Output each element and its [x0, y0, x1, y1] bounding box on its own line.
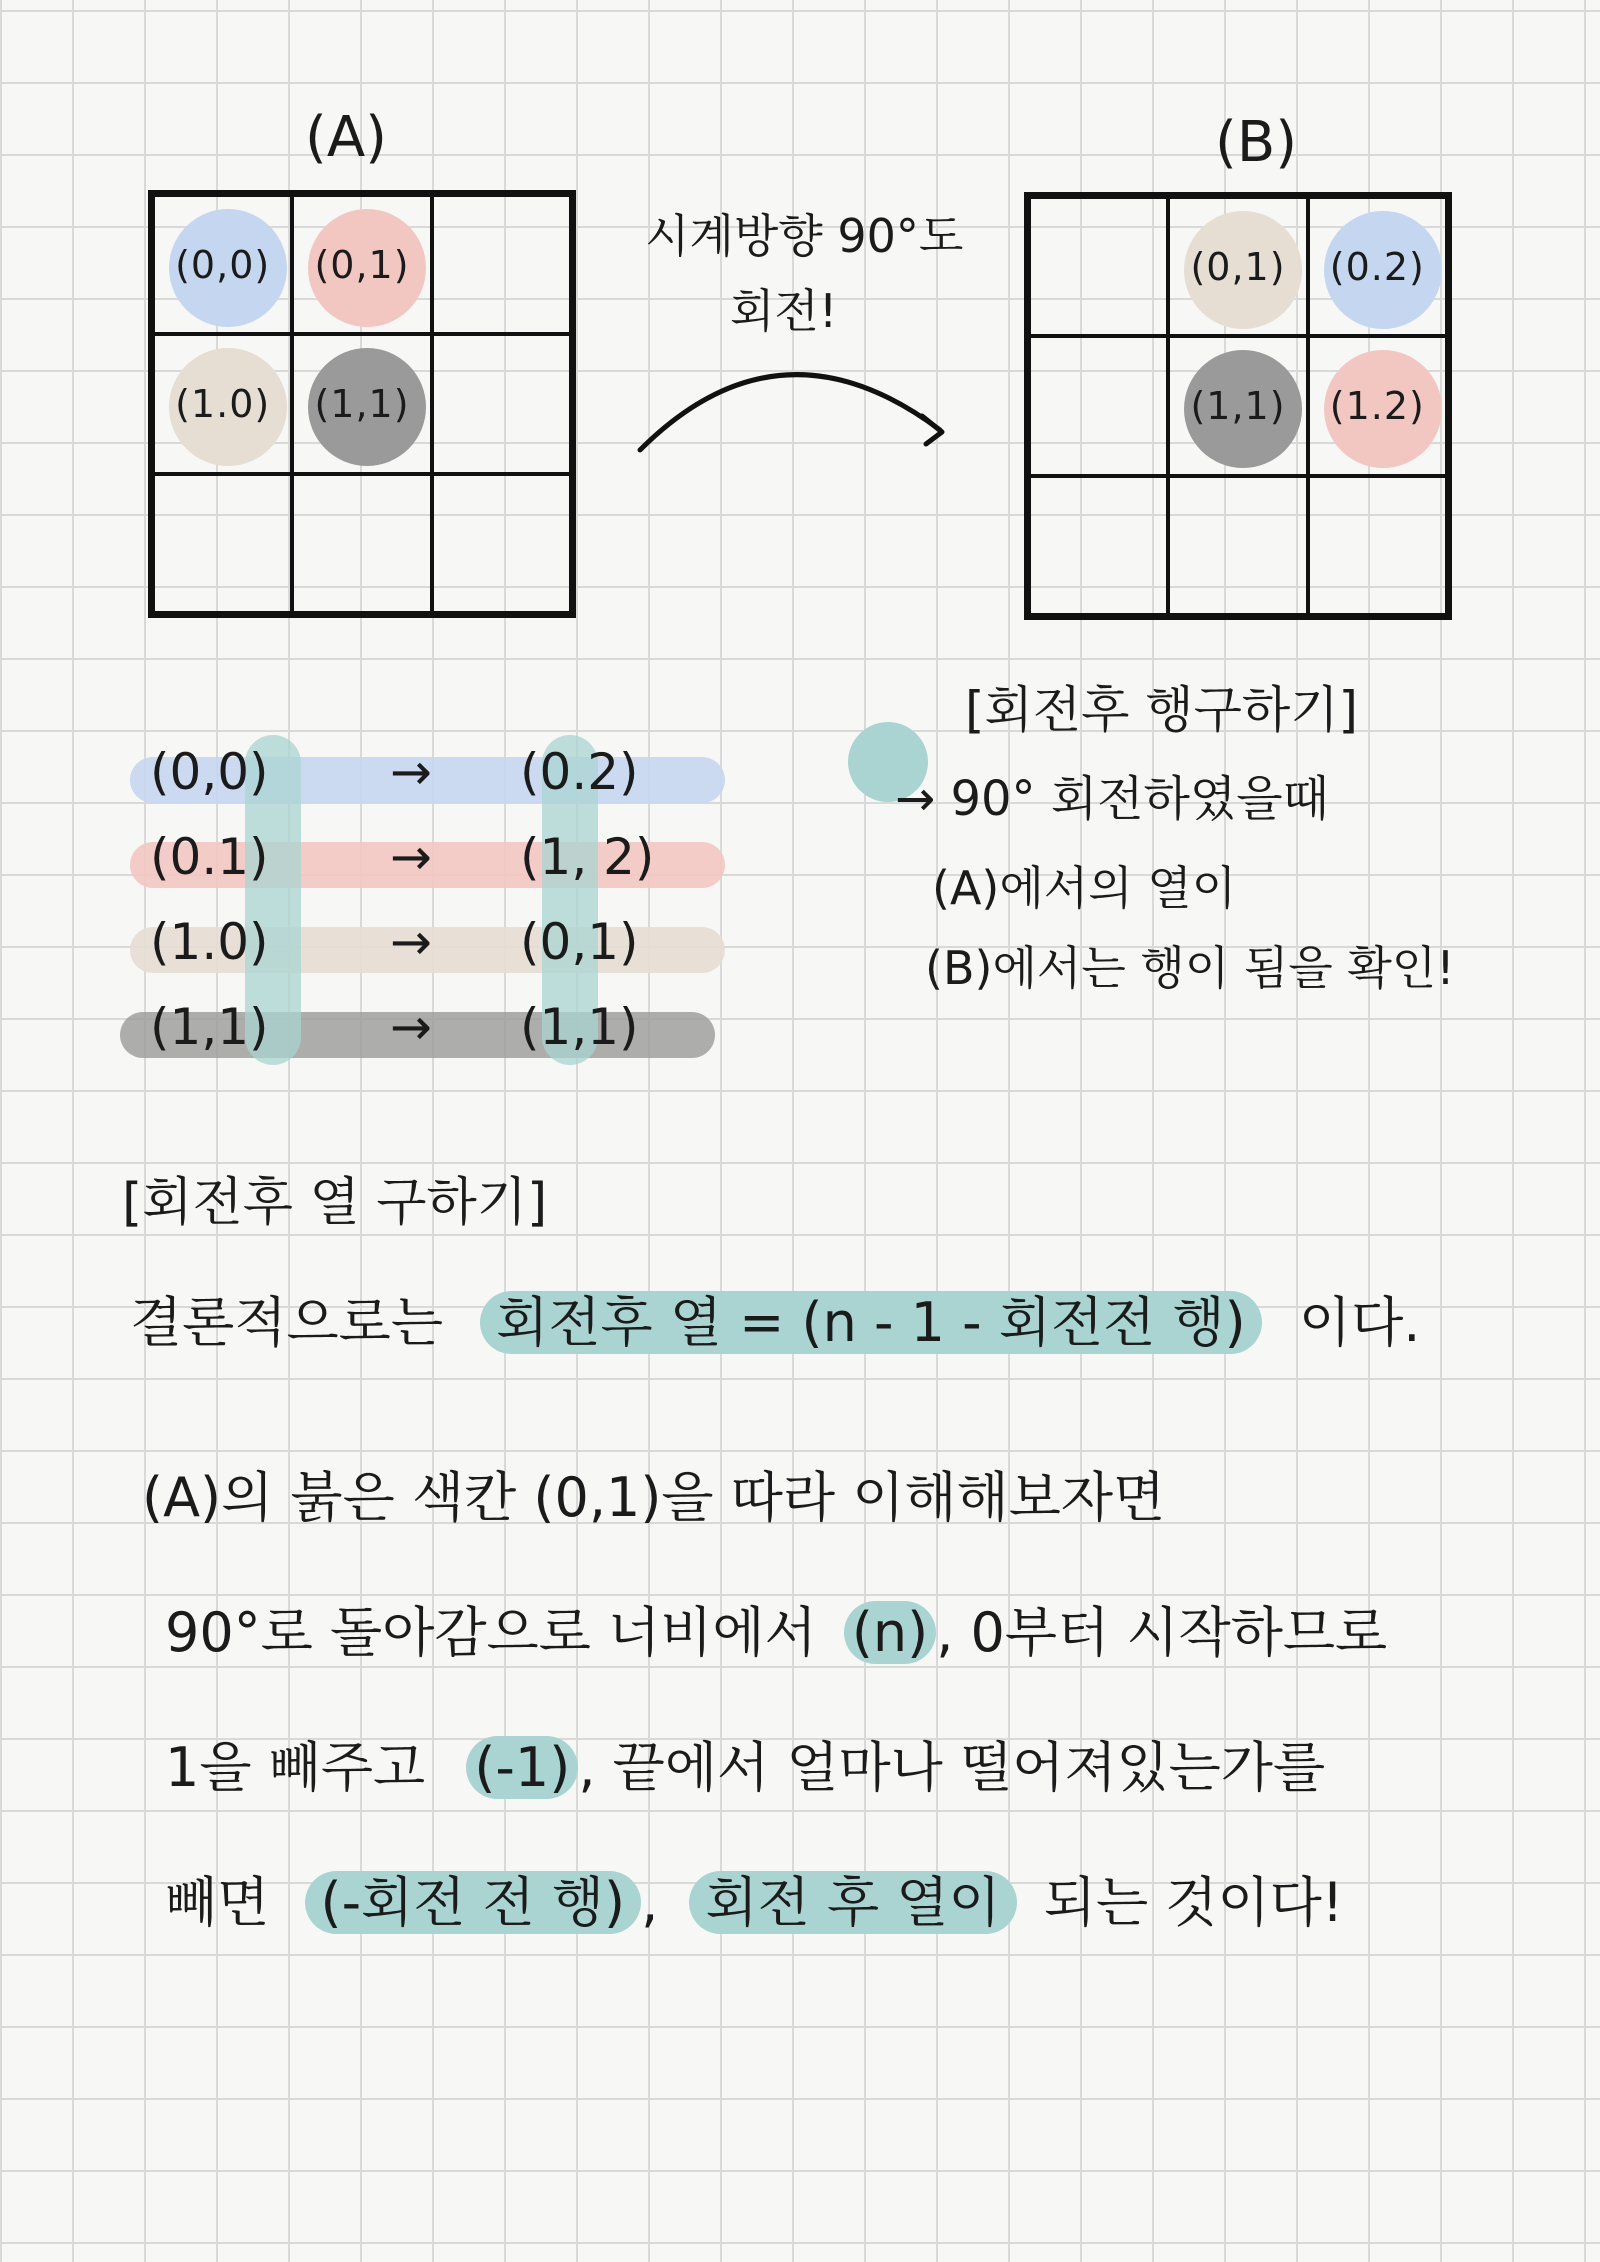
grid-b-cell: [1029, 197, 1168, 336]
grid-a: [148, 190, 576, 618]
conclusion-suffix: 이다.: [1298, 1291, 1421, 1354]
explanation-line2-b: , 0부터 시작하므로: [936, 1601, 1388, 1664]
mapping-arrow: →: [390, 998, 432, 1056]
grid-a-cell: [432, 334, 571, 473]
grid-a-title: (A): [305, 105, 388, 170]
mapping-arrow: →: [390, 828, 432, 886]
rotation-note-line2: 회전!: [730, 284, 838, 338]
cell-label: (1.0): [175, 381, 271, 426]
row-section-line2: (A)에서의 열이: [932, 861, 1237, 915]
formula: 회전후 열 = (n - 1 - 회전전 행): [480, 1291, 1262, 1354]
grid-b-cell: [1168, 476, 1307, 615]
grid-b-cell: [1308, 197, 1447, 336]
grid-a-cell: [292, 195, 431, 334]
grid-a-cell: [153, 334, 292, 473]
grid-a-cell: [432, 474, 571, 613]
row-section-line3: (B)에서는 행이 됨을 확인!: [925, 941, 1455, 995]
grid-b-cell: [1029, 476, 1168, 615]
grid-a-cell: [153, 474, 292, 613]
grid-a-cell: [292, 474, 431, 613]
cell-label: (0,1): [314, 242, 410, 287]
grid-b-cell: [1168, 197, 1307, 336]
explanation-line2: [165, 1590, 1387, 1667]
explanation-line2-a: 90°로 돌아감으로 너비에서: [165, 1601, 817, 1664]
explanation-line3-b: , 끝에서 얼마나 떨어져있는가를: [578, 1736, 1326, 1799]
row-section-title: [회전후 행구하기]: [965, 681, 1359, 739]
explanation-line3: [165, 1725, 1325, 1802]
mapping-from: (1.0): [150, 913, 269, 971]
conclusion-prefix: 결론적으로는: [130, 1291, 443, 1354]
explanation-line4: [165, 1860, 1343, 1937]
explanation-line1: (A)의 붉은 색칸 (0,1)을 따라 이해해보자면: [142, 1466, 1166, 1529]
explanation-line4-c: 되는 것이다!: [1043, 1871, 1344, 1934]
explanation-minus-one: (-1): [466, 1736, 578, 1799]
curved-arrow-icon: [630, 350, 960, 470]
mapping-arrow: →: [390, 913, 432, 971]
explanation-minus-row: (-회전 전 행): [305, 1871, 642, 1934]
mapping-to: (0,1): [520, 913, 639, 971]
mapping-to: (0.2): [520, 743, 639, 801]
grid-a-cell: [153, 195, 292, 334]
mapping-from: (0,0): [150, 743, 269, 801]
grid-b-cell: [1308, 336, 1447, 475]
grid-b-cell: [1308, 476, 1447, 615]
mapping-to: (1,1): [520, 998, 639, 1056]
grid-b-title: (B): [1215, 110, 1298, 175]
explanation-n: (n): [844, 1601, 936, 1664]
cell-label: (1,1): [1190, 383, 1286, 428]
cell-label: (0,1): [1190, 244, 1286, 289]
mapping-to: (1, 2): [520, 828, 655, 886]
row-section-line1: → 90° 회전하였을때: [895, 771, 1330, 827]
col-section-title: [회전후 열 구하기]: [122, 1173, 548, 1233]
grid-b: [1024, 192, 1452, 620]
cell-label: (1.2): [1329, 383, 1425, 428]
grid-a-cell: [292, 334, 431, 473]
rotation-note-line1: 시계방향 90°도: [645, 209, 964, 263]
grid-a-cell: [432, 195, 571, 334]
cell-label: (0,0): [175, 242, 271, 287]
conclusion-line: [130, 1280, 1420, 1357]
grid-b-cell: [1168, 336, 1307, 475]
cell-label: (0.2): [1329, 244, 1425, 289]
explanation-line3-a: 1을 빼주고: [165, 1736, 426, 1799]
cell-label: (1,1): [314, 381, 410, 426]
explanation-col-after: 회전 후 열이: [689, 1871, 1016, 1934]
explanation-line4-b: ,: [641, 1871, 659, 1934]
mapping-arrow: →: [390, 743, 432, 801]
mapping-from: (1,1): [150, 998, 269, 1056]
grid-b-cell: [1029, 336, 1168, 475]
mapping-from: (0.1): [150, 828, 269, 886]
explanation-line4-a: 빼면: [165, 1871, 270, 1934]
